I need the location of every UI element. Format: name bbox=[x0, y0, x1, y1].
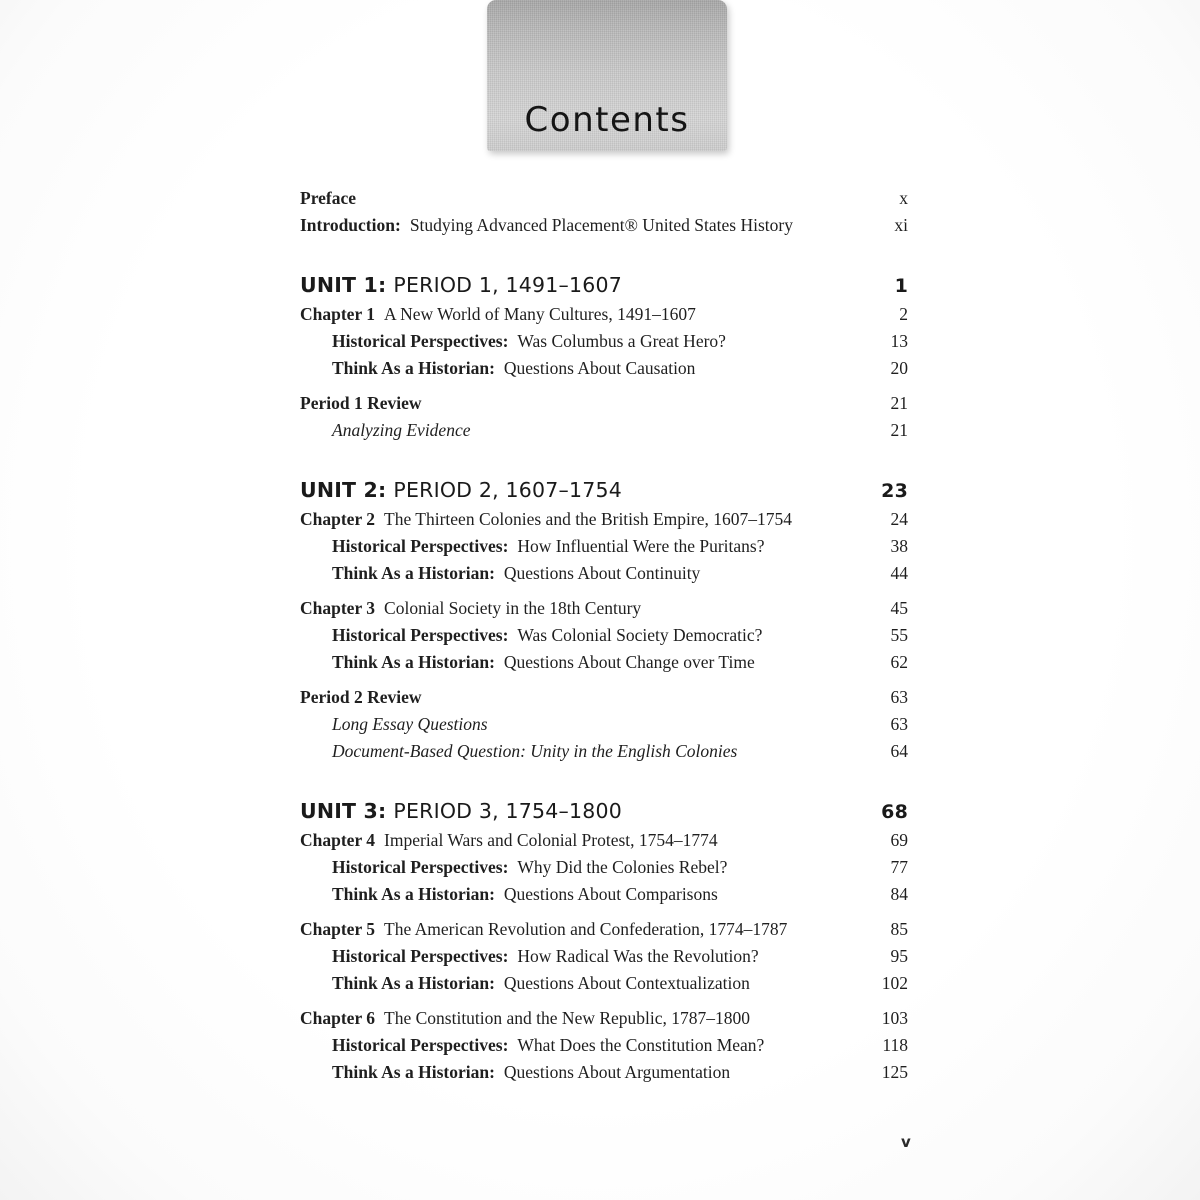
entry-page: 38 bbox=[890, 536, 908, 556]
entry-label: Chapter 1 bbox=[300, 304, 376, 324]
toc-entry bbox=[300, 622, 908, 649]
entry-page: 95 bbox=[890, 946, 908, 966]
entry-label: Chapter 2 bbox=[300, 509, 376, 529]
entry-label: UNIT 3: bbox=[300, 799, 387, 823]
toc-entry bbox=[300, 795, 908, 827]
entry-page: 102 bbox=[881, 973, 908, 993]
toc-entry bbox=[300, 738, 908, 765]
entry-label: Think As a Historian: bbox=[332, 358, 495, 378]
toc-entry bbox=[300, 1059, 908, 1086]
toc-entry-text bbox=[300, 533, 873, 560]
toc-entry-text bbox=[300, 560, 873, 587]
toc-entry bbox=[300, 827, 908, 854]
toc-entry-text bbox=[300, 881, 873, 908]
toc-entry bbox=[300, 881, 908, 908]
toc-entry bbox=[300, 417, 908, 444]
toc-entry bbox=[300, 533, 908, 560]
entry-label: Chapter 3 bbox=[300, 598, 376, 618]
entry-title: A New World of Many Cultures, 1491–1607 bbox=[384, 304, 696, 324]
toc-entry bbox=[300, 943, 908, 970]
toc-entry-text bbox=[300, 827, 873, 854]
entry-label: Historical Perspectives: bbox=[332, 1035, 509, 1055]
entry-page: 24 bbox=[890, 509, 908, 529]
entry-title: PERIOD 1, 1491–1607 bbox=[393, 273, 622, 297]
entry-label: Chapter 4 bbox=[300, 830, 376, 850]
entry-page: 64 bbox=[890, 741, 908, 761]
entry-label: Historical Perspectives: bbox=[332, 857, 509, 877]
entry-label: Historical Perspectives: bbox=[332, 331, 509, 351]
entry-page: 2 bbox=[899, 304, 908, 324]
toc-entry bbox=[300, 328, 908, 355]
toc-entry bbox=[300, 649, 908, 676]
entry-title: Analyzing Evidence bbox=[332, 420, 471, 440]
entry-page: 20 bbox=[890, 358, 908, 378]
toc-entry-text bbox=[300, 301, 881, 328]
toc-entry bbox=[300, 355, 908, 382]
toc-entry bbox=[300, 474, 908, 506]
toc-entry-text bbox=[300, 185, 881, 212]
toc-entry-text bbox=[300, 684, 873, 711]
toc-entry-text bbox=[300, 738, 873, 765]
entry-label: Think As a Historian: bbox=[332, 563, 495, 583]
toc-entry-text bbox=[300, 1005, 864, 1032]
entry-page: 68 bbox=[881, 801, 908, 823]
toc-entry bbox=[300, 185, 908, 212]
toc-list bbox=[300, 185, 908, 1086]
entry-title: Questions About Causation bbox=[503, 358, 696, 378]
entry-title: Why Did the Colonies Rebel? bbox=[517, 857, 728, 877]
entry-title: Questions About Continuity bbox=[503, 563, 701, 583]
footer-page-number: v bbox=[901, 1133, 911, 1151]
entry-label: Historical Perspectives: bbox=[332, 625, 509, 645]
toc-entry bbox=[300, 506, 908, 533]
toc-entry bbox=[300, 916, 908, 943]
toc-entry-text bbox=[300, 916, 873, 943]
toc-entry-text bbox=[300, 269, 877, 301]
entry-title: Imperial Wars and Colonial Protest, 1754–1774 bbox=[384, 830, 718, 850]
entry-page: 21 bbox=[890, 393, 908, 413]
entry-label: Preface bbox=[300, 188, 357, 208]
entry-label: Think As a Historian: bbox=[332, 1062, 495, 1082]
entry-page: 23 bbox=[881, 480, 908, 502]
toc-entry-text bbox=[300, 854, 873, 881]
toc-entry-text bbox=[300, 970, 864, 997]
entry-title: The Thirteen Colonies and the British Empire, 1607–1754 bbox=[384, 509, 792, 529]
entry-label: UNIT 1: bbox=[300, 273, 387, 297]
toc-entry bbox=[300, 711, 908, 738]
entry-label: Chapter 6 bbox=[300, 1008, 376, 1028]
entry-page: x bbox=[899, 188, 908, 208]
entry-page: 62 bbox=[890, 652, 908, 672]
entry-page: 84 bbox=[890, 884, 908, 904]
toc-entry bbox=[300, 560, 908, 587]
entry-label: Think As a Historian: bbox=[332, 652, 495, 672]
entry-title: The Constitution and the New Republic, 1787–1800 bbox=[384, 1008, 751, 1028]
entry-page: xi bbox=[894, 215, 908, 235]
entry-label: Chapter 5 bbox=[300, 919, 376, 939]
entry-title: Questions About Argumentation bbox=[503, 1062, 731, 1082]
entry-page: 85 bbox=[890, 919, 908, 939]
entry-title: Questions About Comparisons bbox=[503, 884, 718, 904]
entry-page: 45 bbox=[890, 598, 908, 618]
entry-title: How Radical Was the Revolution? bbox=[517, 946, 759, 966]
entry-label: Period 2 Review bbox=[300, 687, 422, 707]
entry-title: PERIOD 2, 1607–1754 bbox=[393, 478, 622, 502]
entry-title: Studying Advanced Placement® United States History bbox=[409, 215, 793, 235]
toc-entry-text bbox=[300, 649, 873, 676]
entry-title: Was Columbus a Great Hero? bbox=[517, 331, 726, 351]
toc-entry bbox=[300, 595, 908, 622]
toc-entry-text bbox=[300, 595, 873, 622]
entry-title: Questions About Contextualization bbox=[503, 973, 750, 993]
entry-page: 13 bbox=[890, 331, 908, 351]
entry-title: Colonial Society in the 18th Century bbox=[384, 598, 642, 618]
toc-entry-text bbox=[300, 1032, 864, 1059]
entry-page: 21 bbox=[890, 420, 908, 440]
entry-label: Historical Perspectives: bbox=[332, 536, 509, 556]
toc-entry-text bbox=[300, 795, 863, 827]
page-title: Contents bbox=[524, 100, 690, 140]
entry-title: Was Colonial Society Democratic? bbox=[517, 625, 763, 645]
entry-label: Period 1 Review bbox=[300, 393, 422, 413]
entry-title: PERIOD 3, 1754–1800 bbox=[393, 799, 622, 823]
entry-label: Introduction: bbox=[300, 215, 401, 235]
toc-entry bbox=[300, 390, 908, 417]
entry-page: 125 bbox=[881, 1062, 908, 1082]
entry-page: 55 bbox=[890, 625, 908, 645]
toc-entry bbox=[300, 684, 908, 711]
entry-page: 44 bbox=[890, 563, 908, 583]
toc-entry bbox=[300, 212, 908, 239]
entry-label: Historical Perspectives: bbox=[332, 946, 509, 966]
toc-entry-text bbox=[300, 212, 876, 239]
entry-title: Long Essay Questions bbox=[332, 714, 488, 734]
toc-entry-text bbox=[300, 506, 873, 533]
toc-entry-text bbox=[300, 711, 873, 738]
entry-page: 63 bbox=[890, 687, 908, 707]
entry-label: Think As a Historian: bbox=[332, 973, 495, 993]
toc-entry-text bbox=[300, 355, 873, 382]
entry-page: 1 bbox=[894, 275, 908, 297]
entry-page: 77 bbox=[890, 857, 908, 877]
entry-page: 103 bbox=[881, 1008, 908, 1028]
entry-page: 118 bbox=[882, 1035, 908, 1055]
entry-title: Document-Based Question: Unity in the English Colonies bbox=[332, 741, 738, 761]
entry-title: What Does the Constitution Mean? bbox=[517, 1035, 765, 1055]
entry-page: 69 bbox=[890, 830, 908, 850]
entry-title: Questions About Change over Time bbox=[503, 652, 755, 672]
toc-entry-text bbox=[300, 943, 873, 970]
toc-entry bbox=[300, 269, 908, 301]
toc-entry-text bbox=[300, 474, 863, 506]
toc-entry-text bbox=[300, 390, 873, 417]
entry-page: 63 bbox=[890, 714, 908, 734]
toc-entry-text bbox=[300, 328, 873, 355]
toc-entry bbox=[300, 301, 908, 328]
entry-label: Think As a Historian: bbox=[332, 884, 495, 904]
toc-entry-text bbox=[300, 417, 873, 444]
toc-entry bbox=[300, 854, 908, 881]
contents-header-box bbox=[487, 0, 727, 151]
entry-label: UNIT 2: bbox=[300, 478, 387, 502]
toc-entry-text bbox=[300, 622, 873, 649]
toc-entry bbox=[300, 970, 908, 997]
toc-entry-text bbox=[300, 1059, 864, 1086]
toc-entry bbox=[300, 1005, 908, 1032]
entry-title: The American Revolution and Confederation, 1774–1787 bbox=[384, 919, 788, 939]
entry-title: How Influential Were the Puritans? bbox=[517, 536, 765, 556]
toc-entry bbox=[300, 1032, 908, 1059]
